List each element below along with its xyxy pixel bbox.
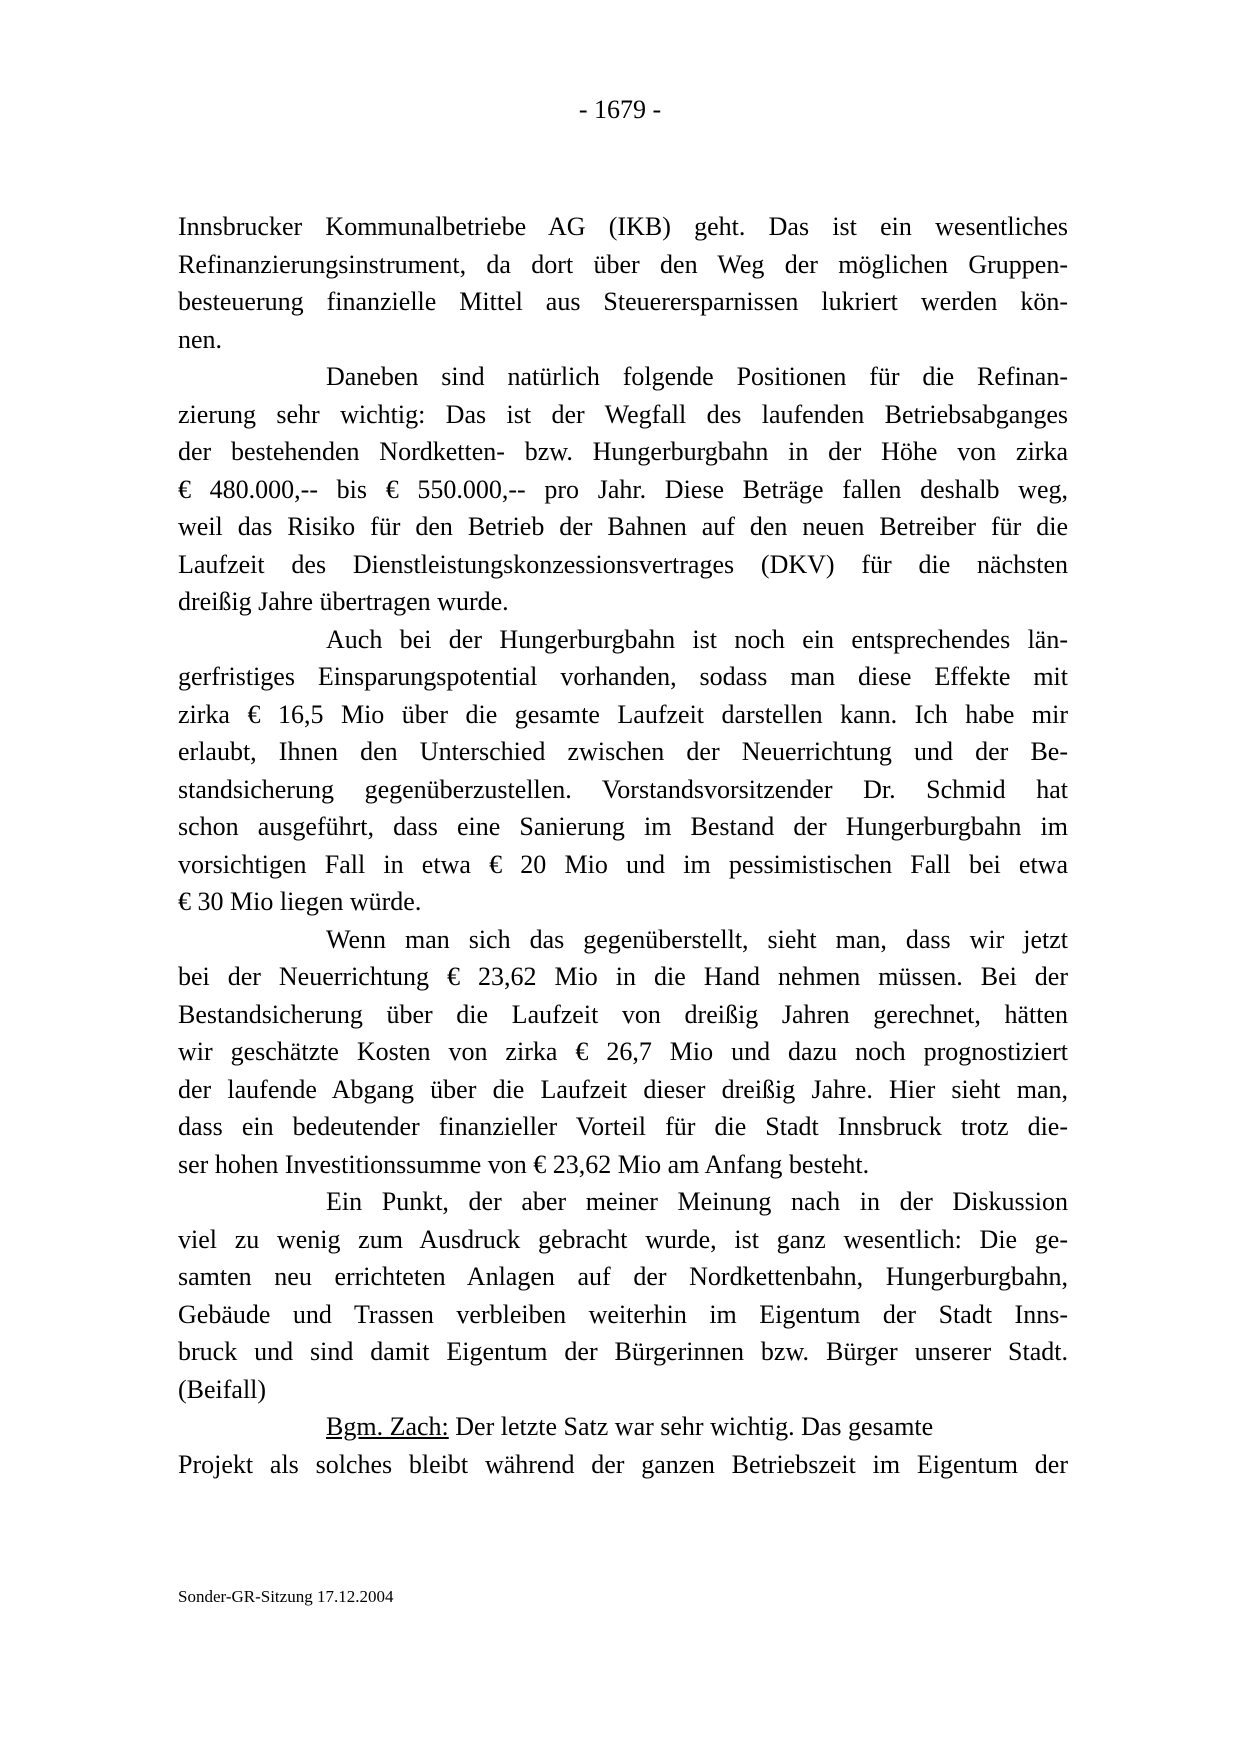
page-number: - 1679 -: [578, 95, 662, 124]
text-line: Ein Punkt, der aber meiner Meinung nach in der Diskussion: [326, 1187, 1068, 1216]
paragraph-4: [178, 921, 1068, 1184]
text-line: Refinanzierungsinstrument, da dort über den Weg der möglichen Gruppen-: [178, 249, 1068, 279]
paragraph-5: [178, 1183, 1068, 1408]
text-line: erlaubt, Ihnen den Unterschied zwischen der Neuerrichtung und der Be-: [178, 737, 1068, 766]
text-line: schon ausgeführt, dass eine Sanierung im Bestand der Hungerburgbahn im: [178, 812, 1068, 841]
text-line: Gebäude und Trassen verbleiben weiterhin im Eigentum der Stadt Inns-: [178, 1299, 1068, 1329]
text-line: € 480.000,-- bis € 550.000,-- pro Jahr. Diese Beträge fallen deshalb weg,: [178, 474, 1068, 504]
text-line: zirka € 16,5 Mio über die gesamte Laufzeit darstellen kann. Ich habe mir: [178, 699, 1068, 729]
text-line: Daneben sind natürlich folgende Positionen für die Refinan-: [326, 362, 1068, 391]
speech-paragraph: [178, 1408, 1068, 1483]
text-line: samten neu errichteten Anlagen auf der Nordkettenbahn, Hungerburgbahn,: [178, 1262, 1068, 1291]
text-line: nen.: [178, 324, 223, 354]
speaker-name: Bgm. Zach:: [326, 1412, 449, 1441]
text-line: der laufende Abgang über die Laufzeit dieser dreißig Jahre. Hier sieht man,: [178, 1074, 1068, 1104]
text-line: bruck und sind damit Eigentum der Bürgerinnen bzw. Bürger unserer Stadt.: [178, 1337, 1068, 1366]
text-line: weil das Risiko für den Betrieb der Bahnen auf den neuen Betreiber für die: [178, 512, 1068, 541]
text-line: € 30 Mio liegen würde.: [178, 887, 422, 916]
paragraph-2: [178, 358, 1068, 621]
text-line: (Beifall): [178, 1374, 267, 1404]
footer-session-label: Sonder-GR-Sitzung 17.12.2004: [178, 1587, 394, 1606]
text-line: Projekt als solches bleibt während der ganzen Betriebszeit im Eigentum der: [178, 1449, 1068, 1479]
text-line: Innsbrucker Kommunalbetriebe AG (IKB) geht. Das ist ein wesentliches: [178, 212, 1068, 241]
text-line: Auch bei der Hungerburgbahn ist noch ein entsprechendes län-: [326, 624, 1068, 654]
speech-first-line: [178, 1408, 1068, 1446]
text-line: dreißig Jahre übertragen wurde.: [178, 587, 509, 616]
text-line: der bestehenden Nordketten- bzw. Hungerburgbahn in der Höhe von zirka: [178, 437, 1068, 466]
text-line: standsicherung gegenüberzustellen. Vorstandsvorsitzender Dr. Schmid hat: [178, 774, 1068, 804]
text-line: vorsichtigen Fall in etwa € 20 Mio und im pessimistischen Fall bei etwa: [178, 849, 1068, 879]
text-line: Laufzeit des Dienstleistungskonzessionsvertrages (DKV) für die nächsten: [178, 549, 1068, 579]
text-line: dass ein bedeutender finanzieller Vorteil für die Stadt Innsbruck trotz die-: [178, 1112, 1068, 1141]
paragraph-3: [178, 621, 1068, 921]
text-line: zierung sehr wichtig: Das ist der Wegfall des laufenden Betriebsabganges: [178, 399, 1068, 429]
text-line: wir geschätzte Kosten von zirka € 26,7 Mio und dazu noch prognostiziert: [178, 1037, 1068, 1066]
text-line: viel zu wenig zum Ausdruck gebracht wurde, ist ganz wesentlich: Die ge-: [178, 1224, 1068, 1254]
text-line: Wenn man sich das gegenüberstellt, sieht man, dass wir jetzt: [326, 924, 1068, 954]
text-line: besteuerung finanzielle Mittel aus Steuerersparnissen lukriert werden kön-: [178, 287, 1068, 316]
text-line: ser hohen Investitionssumme von € 23,62 Mio am Anfang besteht.: [178, 1149, 870, 1179]
text-line: gerfristiges Einsparungspotential vorhanden, sodass man diese Effekte mit: [178, 662, 1068, 691]
body-text: [178, 208, 1068, 1483]
speech-text: Der letzte Satz war sehr wichtig. Das gesamte: [448, 1412, 934, 1441]
text-line: bei der Neuerrichtung € 23,62 Mio in die Hand nehmen müssen. Bei der: [178, 962, 1068, 991]
text-line: Bestandsicherung über die Laufzeit von dreißig Jahren gerechnet, hätten: [178, 999, 1068, 1029]
paragraph-1: [178, 208, 1068, 358]
